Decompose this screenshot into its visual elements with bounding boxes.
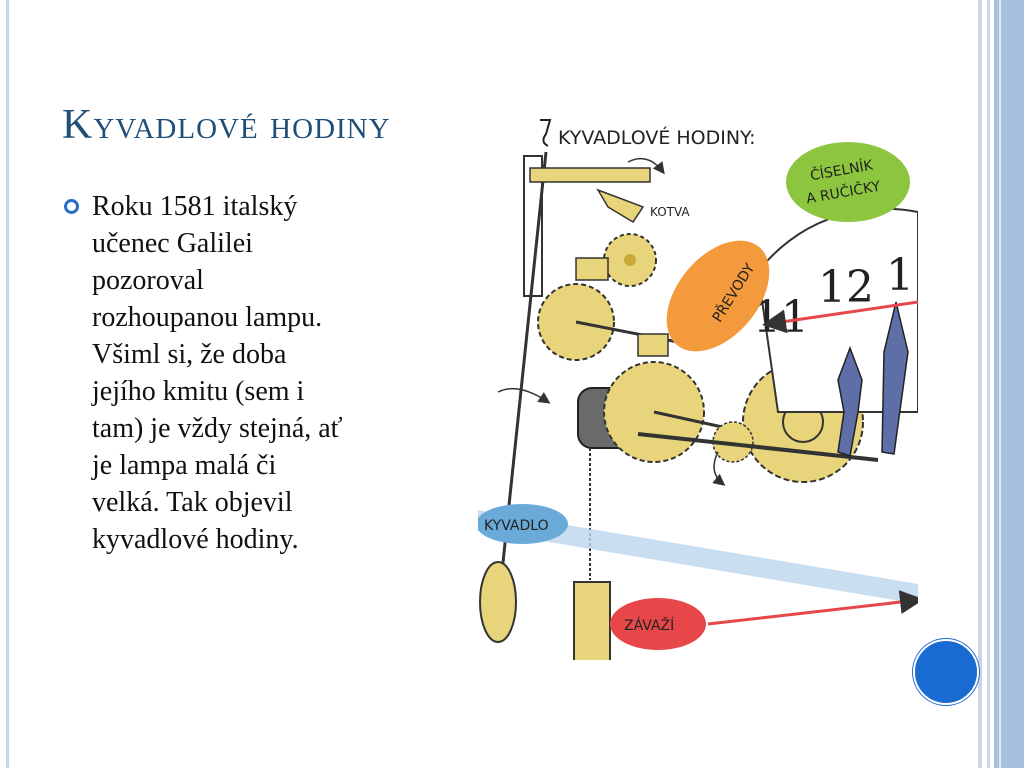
weight xyxy=(574,582,610,660)
escapement-beam xyxy=(530,168,650,182)
slide-title: Kyvadlové hodiny xyxy=(62,102,391,148)
right-frame-line xyxy=(987,0,990,768)
bullet-list xyxy=(62,188,452,558)
pinion xyxy=(638,334,668,356)
bullet-icon xyxy=(64,199,79,214)
anchor-label: KOTVA xyxy=(650,205,690,219)
bullet-text: Roku 1581 italský učenec Galilei pozoroval rozhoupanou lampu. Všiml si, že doba jejího kmitu (sem i tam) je vždy stejná, ať je lampa malá či velká. Tak objevil kyvadlové hodiny. xyxy=(92,191,343,555)
bullet-item xyxy=(62,188,452,558)
gear-hub xyxy=(624,254,636,266)
anchor-piece xyxy=(598,190,643,222)
illustration-heading: KYVADLOVÉ HODINY: xyxy=(558,127,756,149)
pendulum-label: KYVADLO xyxy=(484,518,549,534)
dial-label: ČÍSELNÍK xyxy=(809,157,875,185)
left-frame-line xyxy=(6,0,9,768)
accent-circle xyxy=(913,639,979,705)
hook-icon xyxy=(540,120,550,146)
dial-number: 1 xyxy=(886,250,914,301)
right-frame-band xyxy=(994,0,1024,768)
dial-label: A RUČIČKY xyxy=(805,178,882,208)
pendulum-clock-illustration xyxy=(478,112,918,660)
dial-number: 12 xyxy=(818,262,874,313)
weight-label: ZÁVAŽÍ xyxy=(624,618,675,634)
motion-arrow xyxy=(498,389,548,402)
weight-arrow xyxy=(708,600,918,624)
dial-label-bubble xyxy=(786,142,910,222)
pinion xyxy=(576,258,608,280)
gears-label: PŘEVODY xyxy=(709,260,759,326)
pendulum-bob xyxy=(480,562,516,642)
right-frame-line xyxy=(978,0,982,768)
dial-number: 11 xyxy=(753,292,809,343)
